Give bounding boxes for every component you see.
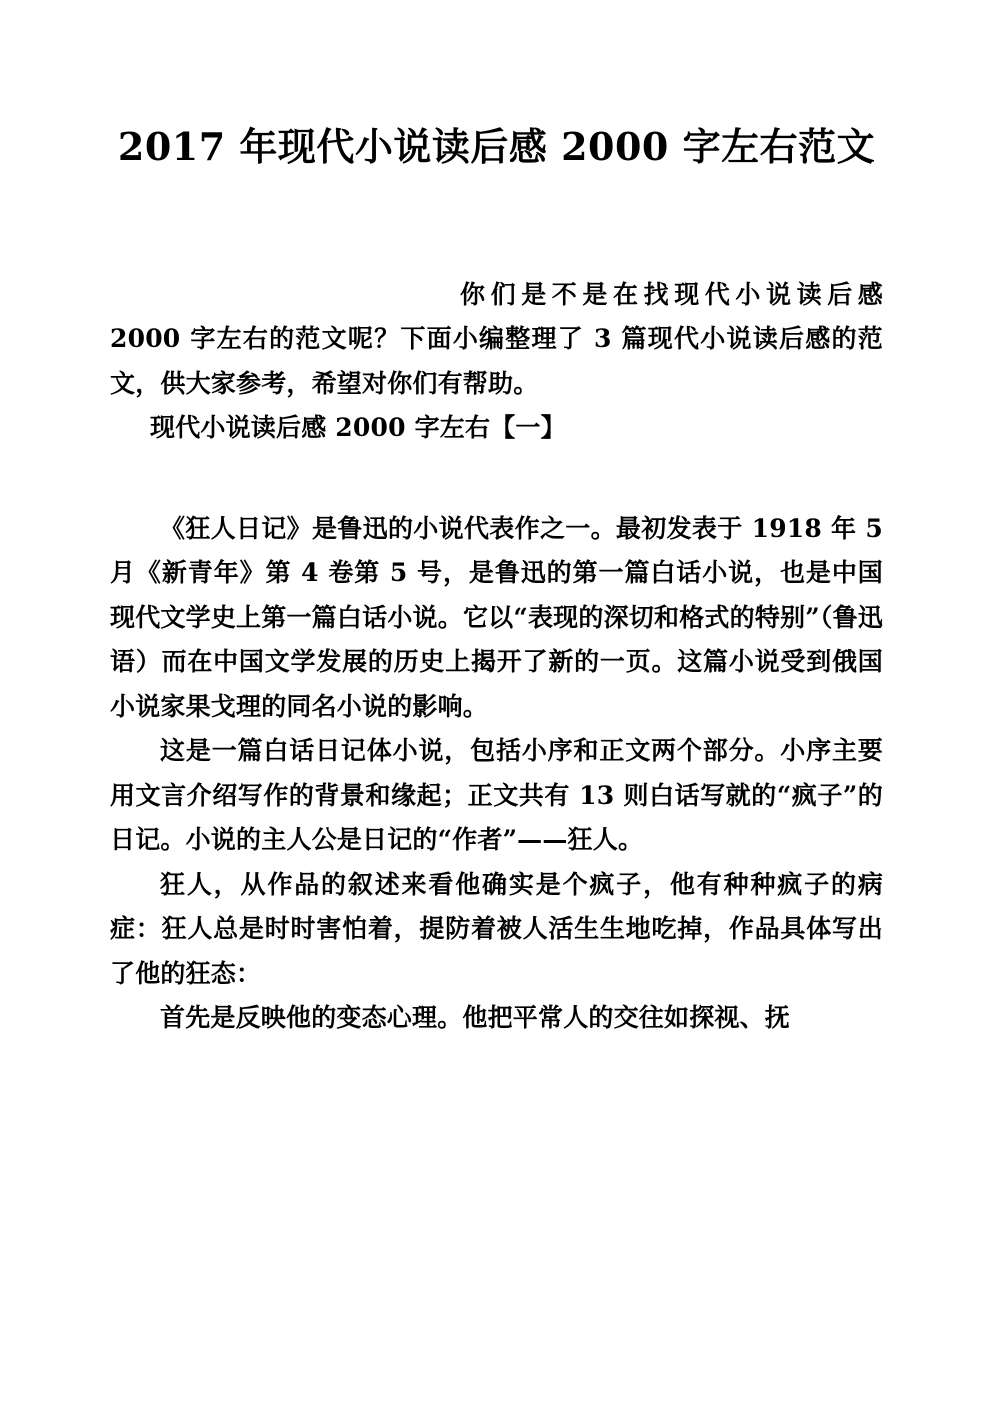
paragraph-intro: 你们是不是在找现代小说读后感 2000 字左右的范文呢？下面小编整理了 3 篇现代小说读后感的范文，供大家参考，希望对你们有帮助。	[110, 279, 883, 398]
section-gap	[110, 451, 883, 507]
title-spacer	[110, 177, 883, 273]
paragraph-body-3: 狂人，从作品的叙述来看他确实是个疯子，他有种种疯子的病症：狂人总是时时害怕着，提防着被人活生生地吃掉，作品具体写出了他的狂态：	[110, 869, 883, 988]
paragraph-body-4: 首先是反映他的变态心理。他把平常人的交往如探视、抚	[160, 1003, 791, 1033]
paragraph-body-2: 这是一篇白话日记体小说，包括小序和正文两个部分。小序主要用文言介绍写作的背景和缘起；正文共有 13 则白话写就的“疯子”的日记。小说的主人公是日记的“作者”——狂人。	[110, 736, 883, 855]
paragraph-body-1: 《狂人日记》是鲁迅的小说代表作之一。最初发表于 1918 年 5 月《新青年》第 4 卷第 5 号，是鲁迅的第一篇白话小说，也是中国现代文学史上第一篇白话小说。它以“表现的深切和格式的特别”（鲁迅语）而在中国文学发展的历史上揭开了新的一页。这篇小说受到俄国小说家果戈理的同名小说的影响。	[110, 513, 883, 721]
page-title: 2017 年现代小说读后感 2000 字左右范文	[117, 124, 876, 169]
section-heading-1: 现代小说读后感 2000 字左右【一】	[150, 413, 566, 443]
